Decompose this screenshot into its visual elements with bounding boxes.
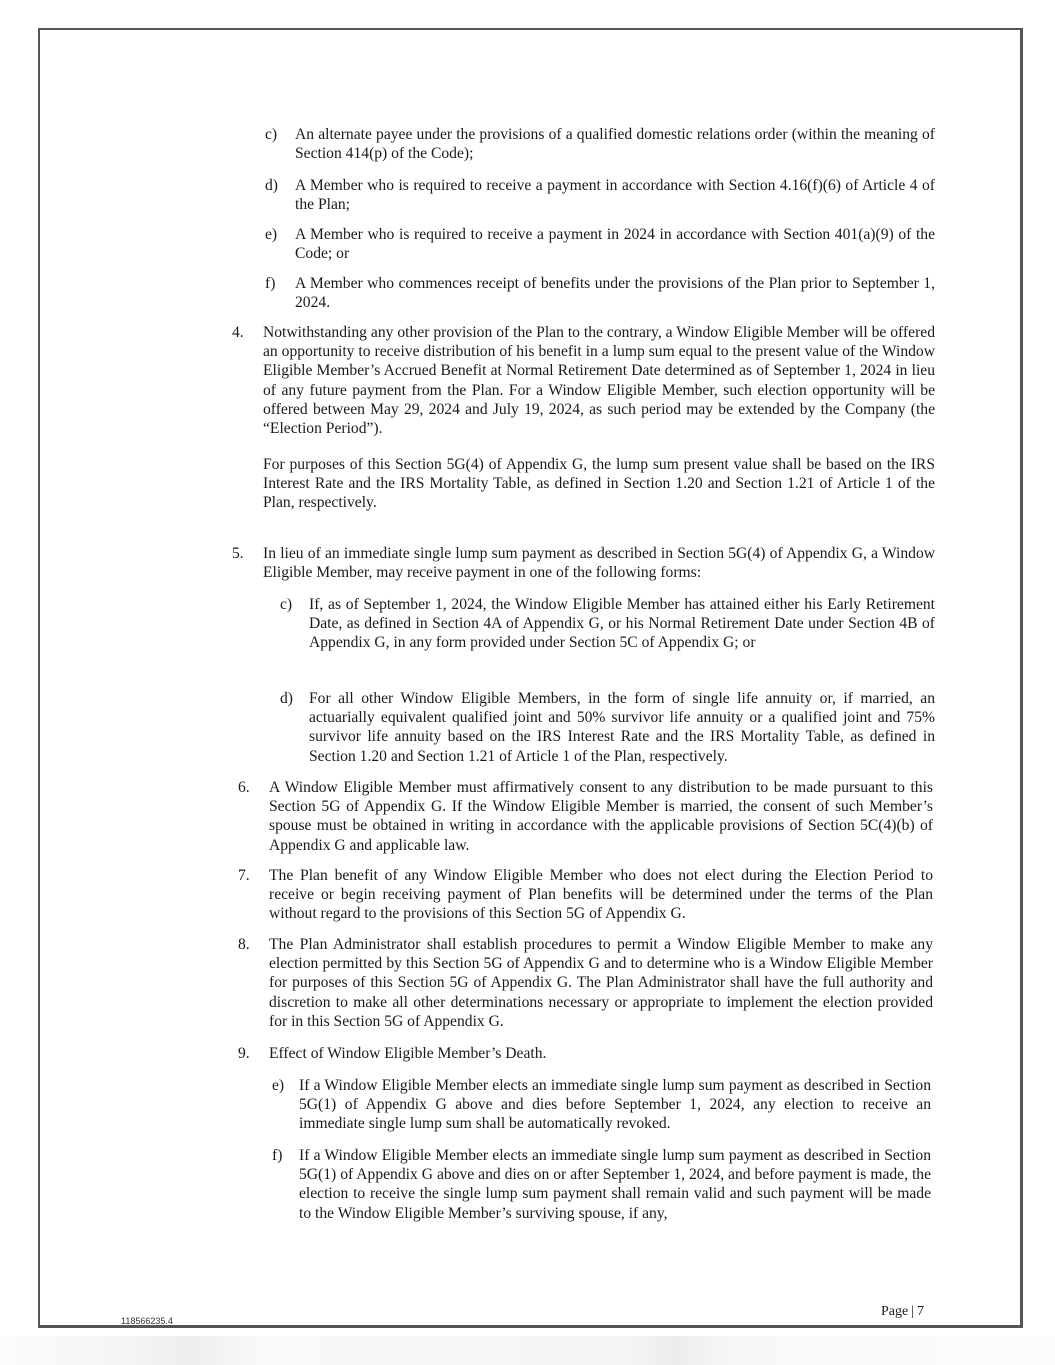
- section-4-present-value-paragraph: For purposes of this Section 5G(4) of Appendix G, the lump sum present value shall be based on the IRS Interest Rate and the IRS Mortality Table, as defined in Section 1.20 and Section 1.21 of Article 1 of the Plan, respectively.: [263, 456, 935, 512]
- item-label: 9.: [238, 1045, 250, 1062]
- item-text: If, as of September 1, 2024, the Window Eligible Member has attained either his Early Retirement Date, as defined in Section 4A of Appendix G, or his Normal Retirement Date under Section 4B of Appendix G, in any form provided under Section 5C of Appendix G; or: [309, 596, 935, 652]
- item-text: A Member who commences receipt of benefits under the provisions of the Plan prior to September 1, 2024.: [295, 275, 935, 312]
- item-label: 8.: [238, 936, 250, 953]
- item-label: e): [272, 1077, 285, 1094]
- item-text: Notwithstanding any other provision of the Plan to the contrary, a Window Eligible Member will be offered an opportunity to receive distribution of his benefit in a lump sum equal to the present value of the Window Eligible Member’s Accrued Benefit at Normal Retirement Date determined as of September 1, 2024 in lieu of any future payment from the Plan. For a Window Eligible Member, such election opportunity will be offered between May 29, 2024 and July 19, 2024, as such period may be extended by the Company (the “Election Period”).: [263, 324, 935, 438]
- page-number-footer: [881, 1304, 924, 1320]
- item-text: If a Window Eligible Member elects an immediate single lump sum payment as described in Section 5G(1) of Appendix G above and dies before September 1, 2024, any election to receive an immediate single lump sum shall be automatically revoked.: [299, 1077, 931, 1133]
- item-label: 6.: [238, 779, 250, 796]
- page-separator: |: [911, 1304, 915, 1319]
- document-id: 118566235.4: [121, 1316, 173, 1326]
- item-label: c): [265, 126, 278, 143]
- item-text: An alternate payee under the provisions of a qualified domestic relations order (within the meaning of Section 414(p) of the Code);: [295, 126, 935, 163]
- item-text: The Plan Administrator shall establish procedures to permit a Window Eligible Member to make any election permitted by this Section 5G of Appendix G and to determine who is a Window Eligible Member for purposes of this Section 5G of Appendix G. The Plan Administrator shall have the full authority and discretion to make all other determinations necessary or appropriate to implement the election provided for in this Section 5G of Appendix G.: [269, 936, 933, 1030]
- item-label: d): [265, 177, 278, 194]
- item-text: A Member who is required to receive a payment in 2024 in accordance with Section 401(a)(9) of the Code; or: [295, 226, 935, 263]
- item-label: f): [272, 1147, 283, 1164]
- item-label: 7.: [238, 867, 250, 884]
- item-label: c): [280, 596, 293, 613]
- item-label: f): [265, 275, 276, 292]
- item-text: In lieu of an immediate single lump sum payment as described in Section 5G(4) of Appendix G, a Window Eligible Member, may receive payment in one of the following forms:: [263, 545, 935, 582]
- item-text: Effect of Window Eligible Member’s Death.: [269, 1045, 547, 1062]
- item-text: For all other Window Eligible Members, in the form of single life annuity or, if married, an actuarially equivalent qualified joint and 50% survivor life annuity or a qualified joint and 75% survivor life annuity based on the IRS Interest Rate and the IRS Mortality Table, as defined in Section 1.20 and Section 1.21 of Article 1 of the Plan, respectively.: [309, 690, 935, 765]
- scan-edge-artifact: [0, 1336, 1055, 1365]
- item-text: If a Window Eligible Member elects an immediate single lump sum payment as described in Section 5G(1) of Appendix G above and dies on or after September 1, 2024, and before payment is made, the election to receive the single lump sum payment shall remain valid and such payment will be made to the Window Eligible Member’s surviving spouse, if any,: [299, 1147, 931, 1222]
- item-label: d): [280, 690, 293, 707]
- item-label: e): [265, 226, 278, 243]
- item-text: The Plan benefit of any Window Eligible Member who does not elect during the Election Period to receive or begin receiving payment of Plan benefits will be determined under the terms of the Plan without regard to the provisions of this Section 5G of Appendix G.: [269, 867, 933, 923]
- item-label: 4.: [232, 324, 244, 341]
- page-number: 7: [917, 1304, 925, 1319]
- page-label: Page: [881, 1304, 909, 1319]
- item-text: A Member who is required to receive a payment in accordance with Section 4.16(f)(6) of Article 4 of the Plan;: [295, 177, 935, 214]
- item-text: A Window Eligible Member must affirmatively consent to any distribution to be made pursuant to this Section 5G of Appendix G. If the Window Eligible Member is married, the consent of such Member’s spouse must be obtained in writing in accordance with the applicable provisions of Section 5C(4)(b) of Appendix G and applicable law.: [269, 779, 933, 854]
- item-label: 5.: [232, 545, 244, 562]
